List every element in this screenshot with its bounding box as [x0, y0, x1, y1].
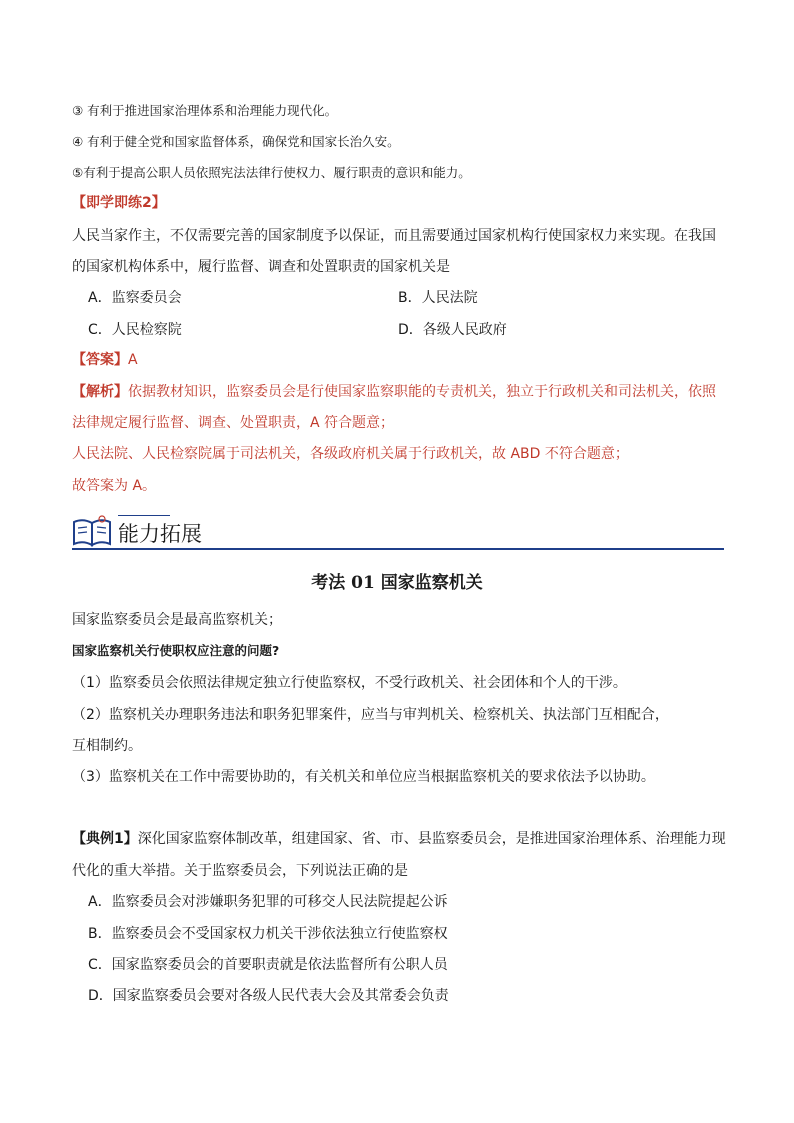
- point-2-line-2: 互相制约。: [72, 738, 142, 754]
- example-option-c: C．国家监察委员会的首要职责就是依法监督所有公职人员: [88, 957, 448, 973]
- analysis-line-1: 【解析】依据教材知识，监察委员会是行使国家监察职能的专责机关，独立于行政机关和司法机关，依照: [72, 384, 716, 400]
- item-5: ⑤有利于提高公职人员依照宪法法律行使权力、履行职责的意识和能力。: [72, 165, 471, 180]
- exercise-option-d: D．各级人民政府: [398, 322, 507, 338]
- section-subtitle: 考法 01 国家监察机关: [311, 573, 483, 593]
- analysis-line-2: 法律规定履行监督、调查、处置职责，A 符合题意；: [72, 415, 395, 431]
- section-rule: [72, 548, 724, 550]
- exercise-option-c: C．人民检察院: [88, 322, 182, 338]
- example-option-d: D．国家监察委员会要对各级人民代表大会及其常委会负责: [88, 988, 449, 1004]
- points-question: 国家监察机关行使职权应注意的问题?: [72, 643, 280, 658]
- item-4: ④ 有利于健全党和国家监督体系，确保党和国家长治久安。: [72, 134, 400, 149]
- example-stem-line-2: 代化的重大举措。关于监察委员会，下列说法正确的是: [72, 863, 408, 879]
- answer-tag: 【答案】: [72, 352, 128, 368]
- point-3: （3）监察机关在工作中需要协助的，有关机关和单位应当根据监察机关的要求依法予以协助。: [72, 769, 655, 785]
- answer-value: A: [128, 352, 138, 368]
- answer-line: [72, 350, 138, 370]
- open-book-icon: [72, 514, 112, 548]
- exercise-option-a: A．监察委员会: [88, 290, 182, 306]
- exercise-option-b: B．人民法院: [398, 290, 478, 306]
- example-option-b: B．监察委员会不受国家权力机关干涉依法独立行使监察权: [88, 926, 448, 942]
- analysis-line-4: 故答案为 A。: [72, 478, 157, 494]
- section-title: 能力拓展: [118, 522, 202, 546]
- example-stem-line-1: 【典例1】深化国家监察体制改革，组建国家、省、市、县监察委员会，是推进国家治理体系、治理能力现: [72, 831, 726, 847]
- exercise-tag: 【即学即练2】: [72, 195, 166, 211]
- analysis-tag: 【解析】: [72, 384, 128, 400]
- analysis-line-3: 人民法院、人民检察院属于司法机关，各级政府机关属于行政机关，故 ABD 不符合题意；: [72, 446, 629, 462]
- example-option-a: A．监察委员会对涉嫌职务犯罪的可移交人民法院提起公诉: [88, 894, 448, 910]
- point-1: （1）监察委员会依照法律规定独立行使监察权，不受行政机关、社会团体和个人的干涉。: [72, 675, 627, 691]
- exercise-stem-line-1: 人民当家作主，不仅需要完善的国家制度予以保证，而且需要通过国家机构行使国家权力来实现。在我国: [72, 228, 716, 244]
- item-3: ③ 有利于推进国家治理体系和治理能力现代化。: [72, 103, 338, 118]
- points-intro: 国家监察委员会是最高监察机关；: [72, 612, 282, 628]
- example-tag: 【典例1】: [72, 831, 138, 847]
- exercise-stem-line-2: 的国家机构体系中，履行监督、调查和处置职责的国家机关是: [72, 259, 450, 275]
- section-top-rule: [118, 515, 170, 516]
- point-2-line-1: （2）监察机关办理职务违法和职务犯罪案件，应当与审判机关、检察机关、执法部门互相配合，: [72, 707, 669, 723]
